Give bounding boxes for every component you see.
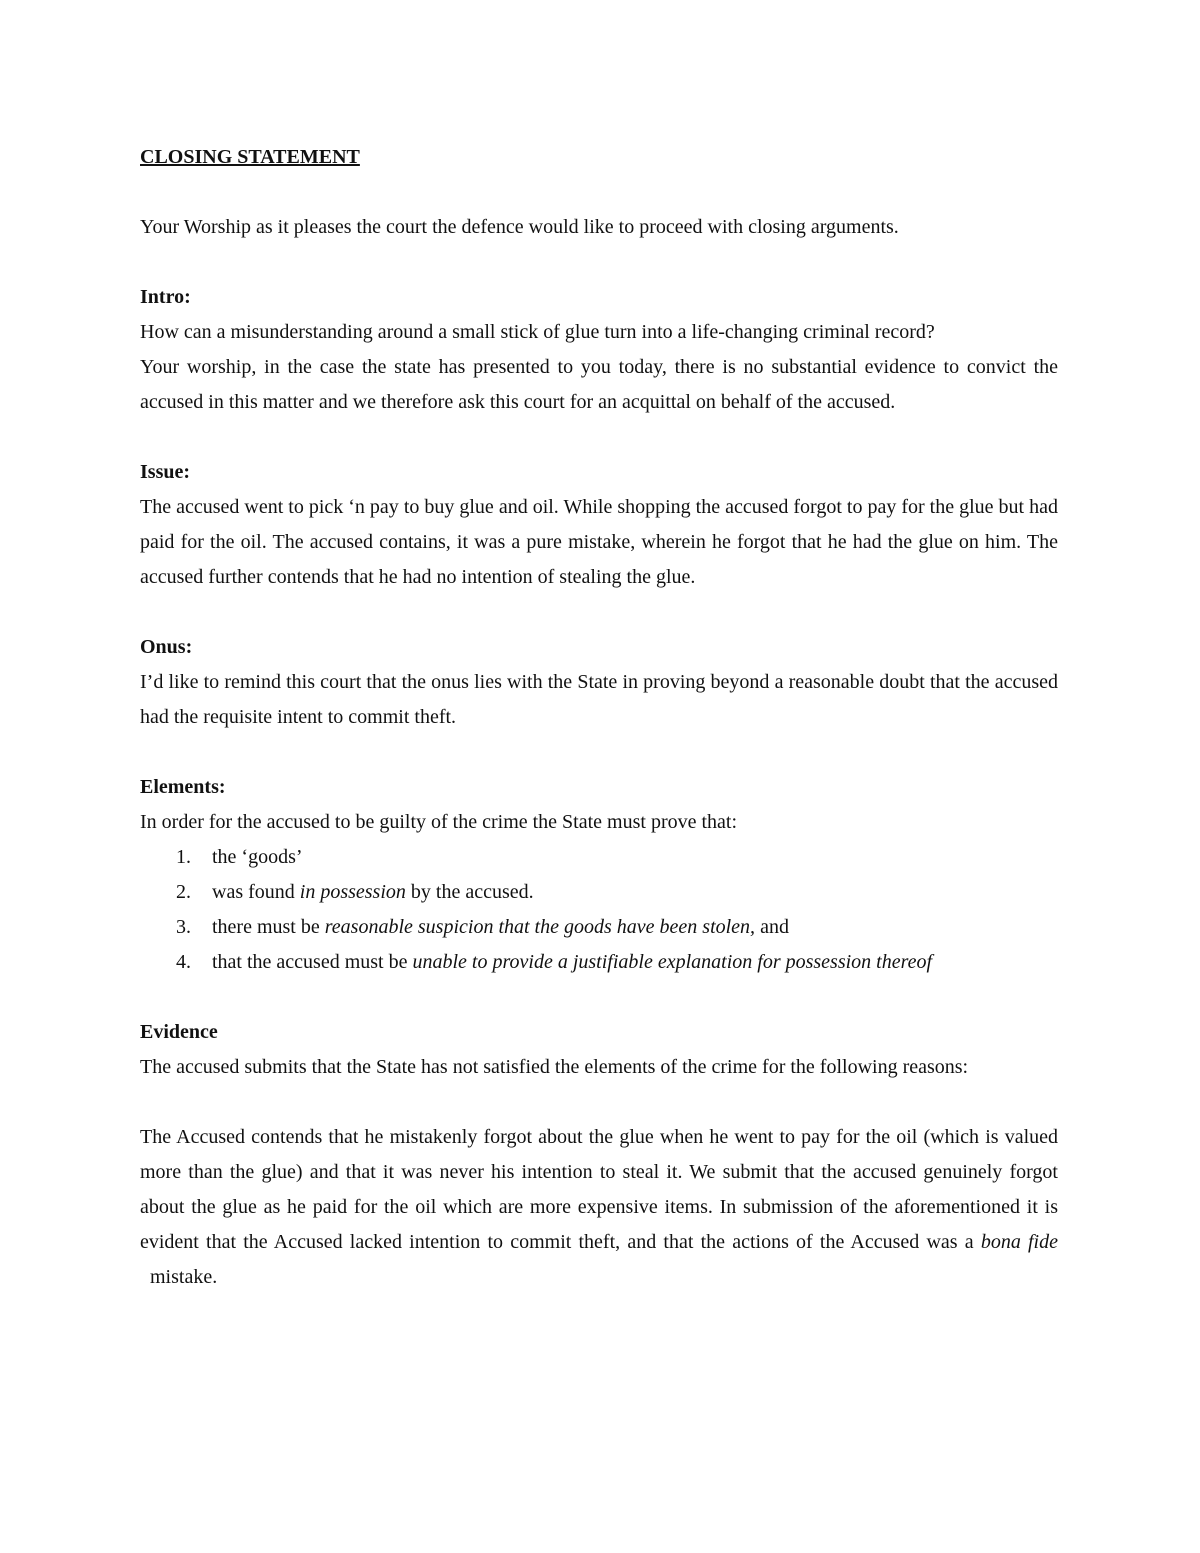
list-item [140,910,1058,945]
intro-section [140,280,1058,420]
evidence-lead: The accused submits that the State has not satisfied the elements of the crime for the following reasons: [140,1056,969,1078]
list-item-emphasis: reasonable suspicion that the goods have been stolen, [324,916,756,938]
list-item [140,945,1058,980]
evidence-body [140,1120,1058,1295]
opening-statement: Your Worship as it pleases the court the defence would like to proceed with closing arguments. [140,216,899,238]
intro-body: Your worship, in the case the state has presented to you today, there is no substantial evidence to convict the accused in this matter and we therefore ask this court for an acquittal on behalf of the accused. [140,356,1058,413]
list-item-emphasis: in possession [299,881,406,903]
elements-list [140,840,1058,980]
evidence-body-text: The Accused contends that he mistakenly forgot about the glue when he went to pay for the oil (which is valued more than the glue) and that it was never his intention to steal it. We submit that the accused genuinely forgot about the glue as he paid for the oil which are more expensive items. In submission of the aforementioned it is evident that the Accused lacked intention to commit theft, and that the actions of the Accused was a [140,1126,1058,1253]
list-item-emphasis: unable to provide a justifiable explanation for possession thereof [412,951,933,973]
issue-section [140,455,1058,595]
list-item-text: the ‘goods’ [212,846,303,868]
list-item-text: was found [212,881,300,903]
document-title: CLOSING STATEMENT [140,146,360,168]
intro-question: How can a misunderstanding around a small stick of glue turn into a life-changing criminal record? [140,321,935,343]
issue-heading: Issue: [140,461,191,483]
list-item-number: 4. [176,951,191,973]
list-item [140,840,1058,875]
elements-heading: Elements: [140,776,226,798]
list-item-number: 1. [176,846,191,868]
evidence-body-tail: mistake. [140,1266,218,1288]
evidence-section [140,1015,1058,1295]
list-item-text: there must be [212,916,325,938]
list-item-text-tail: by the accused. [405,881,534,903]
list-item-number: 3. [176,916,191,938]
list-item-text-tail: and [755,916,789,938]
intro-heading: Intro: [140,286,191,308]
list-item-number: 2. [176,881,191,903]
issue-body: The accused went to pick ‘n pay to buy glue and oil. While shopping the accused forgot to pay for the glue but had paid for the oil. The accused contains, it was a pure mistake, wherein he forgot that he had the glue on him. The accused further contends that he had no intention of stealing the glue. [140,496,1058,588]
elements-lead: In order for the accused to be guilty of the crime the State must prove that: [140,811,738,833]
onus-section [140,630,1058,735]
elements-section [140,770,1058,980]
onus-body: I’d like to remind this court that the onus lies with the State in proving beyond a reasonable doubt that the accused had the requisite intent to commit theft. [140,671,1058,728]
list-item [140,875,1058,910]
evidence-body-emphasis: bona fide [980,1231,1058,1253]
evidence-heading: Evidence [140,1021,218,1043]
onus-heading: Onus: [140,636,193,658]
list-item-text: that the accused must be [212,951,413,973]
document-page [140,140,1058,1330]
